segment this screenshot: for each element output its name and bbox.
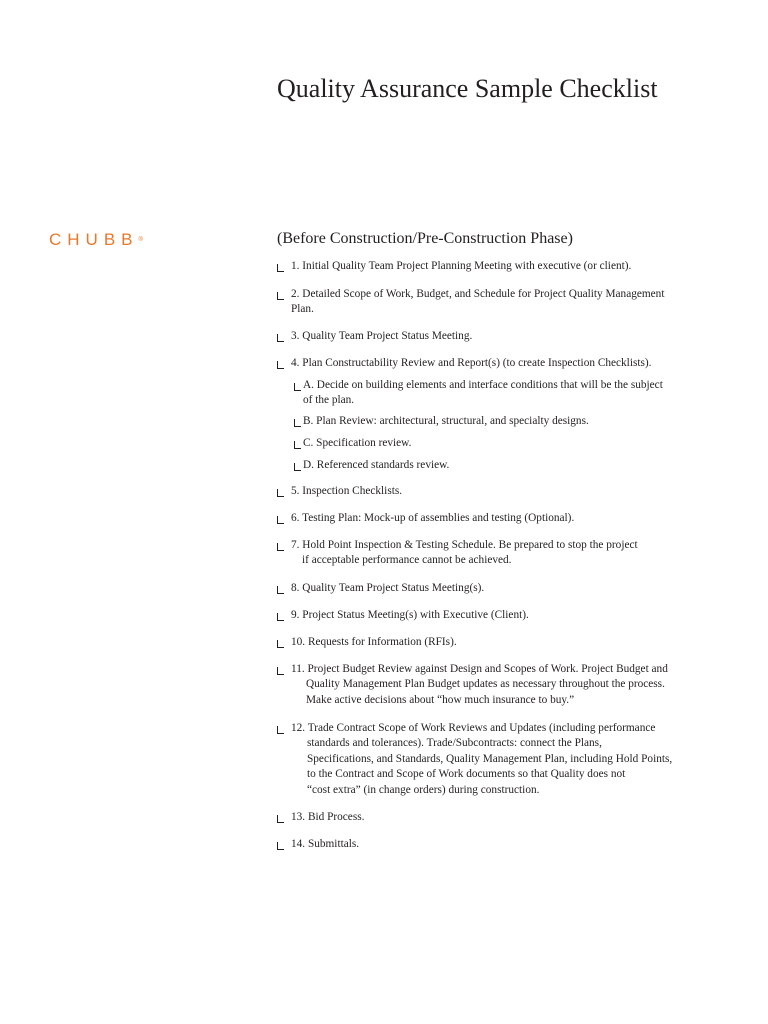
- item-text: 1. Initial Quality Team Project Planning Meeting with executive (or client).: [291, 260, 632, 272]
- item-text: 7. Hold Point Inspection & Testing Schedule. Be prepared to stop the project: [291, 539, 638, 551]
- checkbox[interactable]: [277, 842, 284, 850]
- item-text: standards and tolerances). Trade/Subcontracts: connect the Plans,: [307, 737, 602, 750]
- checkbox[interactable]: [294, 383, 301, 391]
- item-text: Make active decisions about “how much insurance to buy.”: [306, 693, 575, 706]
- item-text: 6. Testing Plan: Mock-up of assemblies and testing (Optional).: [291, 512, 575, 524]
- checklist-item: [277, 538, 638, 569]
- checkbox[interactable]: [294, 419, 301, 427]
- chubb-logo: [49, 231, 143, 249]
- item-text: 11. Project Budget Review against Design and Scopes of Work. Project Budget and: [291, 663, 668, 675]
- checkbox[interactable]: [277, 361, 284, 369]
- item-text: of the plan.: [303, 394, 355, 407]
- checkbox[interactable]: [277, 613, 284, 621]
- checklist-item: [277, 259, 631, 274]
- registered-mark: ®: [138, 237, 143, 243]
- item-text: 3. Quality Team Project Status Meeting.: [291, 330, 473, 342]
- item-text: 13. Bid Process.: [291, 811, 365, 823]
- checkbox[interactable]: [277, 264, 284, 272]
- checklist-item: [277, 484, 402, 499]
- item-text: to the Contract and Scope of Work documents so that Quality does not: [307, 768, 626, 781]
- item-text: Specifications, and Standards, Quality Management Plan, including Hold Points,: [307, 752, 673, 765]
- checkbox[interactable]: [277, 516, 284, 524]
- checklist-item: [277, 356, 651, 371]
- checklist-subitem: [294, 458, 449, 473]
- checkbox[interactable]: [294, 463, 301, 471]
- checklist-item: [277, 329, 472, 344]
- logo-text: CHUBB: [49, 230, 139, 249]
- checkbox[interactable]: [277, 543, 284, 551]
- checkbox[interactable]: [277, 489, 284, 497]
- item-text: Quality Management Plan Budget updates as necessary throughout the process.: [306, 678, 665, 691]
- checkbox[interactable]: [294, 441, 301, 449]
- checklist-item: [277, 810, 364, 825]
- item-text: 8. Quality Team Project Status Meeting(s).: [291, 582, 485, 594]
- item-text: if acceptable performance cannot be achieved.: [302, 554, 512, 567]
- item-text: Plan.: [291, 303, 314, 316]
- item-text: A. Decide on building elements and interface conditions that will be the subject: [303, 379, 663, 391]
- item-text: 5. Inspection Checklists.: [291, 485, 403, 497]
- checklist-item: [277, 635, 457, 650]
- item-text: “cost extra” (in change orders) during construction.: [307, 783, 540, 796]
- checklist-item: [277, 287, 664, 318]
- checkbox[interactable]: [277, 586, 284, 594]
- section-heading: (Before Construction/Pre-Construction Phase): [277, 230, 573, 247]
- item-text: 12. Trade Contract Scope of Work Reviews and Updates (including performance: [291, 722, 656, 734]
- checklist-subitem: [294, 378, 663, 409]
- checklist-item: [277, 662, 668, 708]
- item-text: 4. Plan Constructability Review and Report(s) (to create Inspection Checklists).: [291, 357, 652, 369]
- checkbox[interactable]: [277, 815, 284, 823]
- checklist-subitem: [294, 414, 589, 429]
- item-text: 14. Submittals.: [291, 838, 360, 850]
- item-text: 2. Detailed Scope of Work, Budget, and Schedule for Project Quality Management: [291, 288, 665, 300]
- checkbox[interactable]: [277, 726, 284, 734]
- item-text: C. Specification review.: [303, 437, 412, 449]
- item-text: B. Plan Review: architectural, structural, and specialty designs.: [303, 415, 589, 427]
- checklist-item: [277, 837, 359, 852]
- checkbox[interactable]: [277, 640, 284, 648]
- checkbox[interactable]: [277, 667, 284, 675]
- checklist-item: [277, 511, 574, 526]
- checkbox[interactable]: [277, 292, 284, 300]
- page-title: Quality Assurance Sample Checklist: [277, 74, 658, 103]
- checklist-subitem: [294, 436, 411, 451]
- item-text: 9. Project Status Meeting(s) with Executive (Client).: [291, 609, 529, 621]
- item-text: 10. Requests for Information (RFIs).: [291, 636, 457, 648]
- checkbox[interactable]: [277, 334, 284, 342]
- checklist-item: [277, 721, 672, 798]
- checklist-item: [277, 581, 484, 596]
- checklist-item: [277, 608, 529, 623]
- item-text: D. Referenced standards review.: [303, 459, 450, 471]
